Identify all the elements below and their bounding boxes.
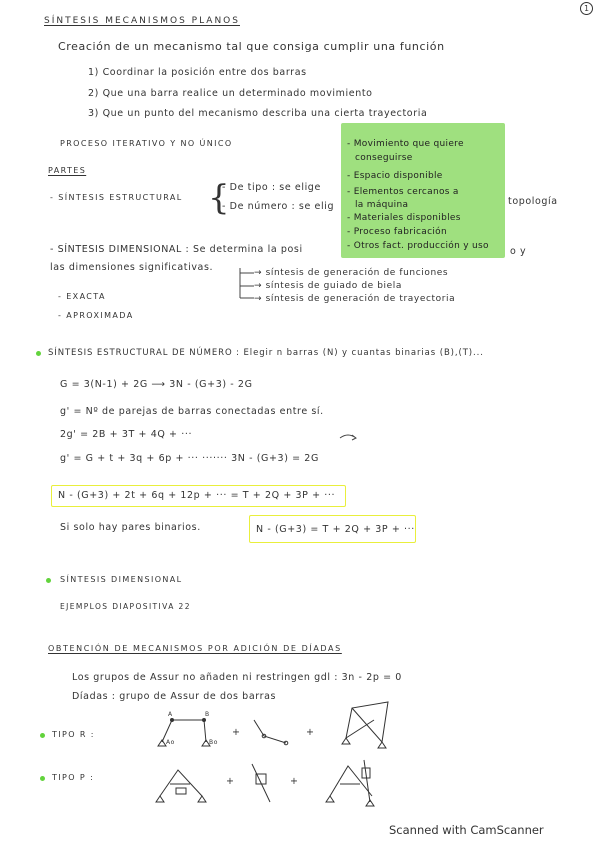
green-bullet bbox=[40, 776, 45, 781]
dim-label: - SÍNTESIS DIMENSIONAL : Se determina la posi bbox=[50, 244, 303, 255]
equals-sign: + bbox=[306, 727, 315, 738]
partes-heading: PARTES bbox=[48, 166, 87, 175]
assur-line-1: Los grupos de Assur no añaden ni restringen gdl : 3n - 2p = 0 bbox=[72, 672, 402, 683]
label-bo: Bo bbox=[209, 739, 218, 746]
sticky-line-6: - Materiales disponibles bbox=[347, 213, 461, 223]
sticky-line-7: - Proceso fabricación bbox=[347, 227, 447, 237]
tipo-p-result-sketch bbox=[320, 756, 386, 808]
assur-heading: OBTENCIÓN DE MECANISMOS POR ADICIÓN DE DÍADAS bbox=[48, 644, 342, 653]
curved-arrow bbox=[338, 430, 358, 442]
goal-2: 2) Que una barra realice un determinado movimiento bbox=[88, 88, 373, 99]
only-binary-text: Si solo hay pares binarios. bbox=[60, 522, 201, 533]
eq-4: g' = G + t + 3q + 6p + ··· ······· 3N - (G+3) = 2G bbox=[60, 453, 319, 464]
tipo-r-dyad-sketch bbox=[150, 712, 222, 752]
dim-heading: SÍNTESIS DIMENSIONAL bbox=[60, 575, 183, 584]
aproximada-text: - APROXIMADA bbox=[58, 311, 134, 320]
equals-sign-p: + bbox=[290, 776, 299, 787]
scan-footer: Scanned with CamScanner bbox=[389, 823, 544, 837]
num-heading: SÍNTESIS ESTRUCTURAL DE NÚMERO : Elegir n barras (N) y cuantas binarias (B),(T)... bbox=[48, 348, 484, 358]
page-title: SÍNTESIS MECANISMOS PLANOS bbox=[44, 16, 240, 26]
sticky-line-1: - Movimiento que quiere bbox=[347, 139, 464, 149]
plus-sign: + bbox=[232, 727, 241, 738]
tipo-p-label: TIPO P : bbox=[52, 773, 95, 782]
struct-label: - SÍNTESIS ESTRUCTURAL bbox=[50, 193, 183, 202]
dim-item-2: → síntesis de guiado de biela bbox=[254, 281, 403, 291]
eq-6: N - (G+3) = T + 2Q + 3P + ··· bbox=[256, 524, 415, 535]
tipo-p-dyad-sketch bbox=[152, 762, 214, 806]
dim-arrows-bracket bbox=[238, 268, 256, 302]
green-bullet bbox=[46, 578, 51, 583]
green-bullet bbox=[36, 351, 41, 356]
process-text: PROCESO ITERATIVO Y NO ÚNICO bbox=[60, 139, 233, 148]
ejemplos-text: EJEMPLOS DIAPOSITIVA 22 bbox=[60, 602, 191, 611]
dim-item-1: → síntesis de generación de funciones bbox=[254, 268, 449, 278]
eq-1: G = 3(N-1) + 2G ⟶ 3N - (G+3) - 2G bbox=[60, 379, 253, 390]
eq-3: 2g' = 2B + 3T + 4Q + ··· bbox=[60, 429, 193, 440]
dim-line-2: las dimensiones significativas. bbox=[50, 262, 214, 273]
sticky-line-5: la máquina bbox=[355, 200, 409, 210]
topologia-text: topología bbox=[508, 196, 558, 207]
struct-item-1: - De tipo : se elige bbox=[222, 182, 321, 193]
green-bullet bbox=[40, 733, 45, 738]
sticky-line-2: conseguirse bbox=[355, 153, 413, 163]
tipo-r-link-sketch bbox=[252, 718, 292, 746]
sticky-line-8: - Otros fact. producción y uso bbox=[347, 241, 489, 251]
intro-text: Creación de un mecanismo tal que consiga cumplir una función bbox=[58, 40, 445, 53]
dim-item-3: → síntesis de generación de trayectoria bbox=[254, 294, 456, 304]
label-ao: Ao bbox=[166, 739, 175, 746]
tipo-r-result-sketch bbox=[334, 700, 400, 750]
page-number: 1 bbox=[580, 2, 593, 15]
struct-item-2: - De número : se elig bbox=[222, 201, 335, 212]
plus-sign-p: + bbox=[226, 776, 235, 787]
eq-2: g' = Nº de parejas de barras conectadas entre sí. bbox=[60, 406, 324, 417]
tipo-p-slider-sketch bbox=[246, 760, 280, 806]
sticky-note bbox=[341, 123, 505, 258]
assur-line-2: Díadas : grupo de Assur de dos barras bbox=[72, 691, 277, 702]
sticky-line-3: - Espacio disponible bbox=[347, 171, 443, 181]
exacta-text: - EXACTA bbox=[58, 292, 106, 301]
eq-5: N - (G+3) + 2t + 6q + 12p + ··· = T + 2Q + 3P + ··· bbox=[58, 490, 336, 501]
label-b: B bbox=[205, 711, 210, 718]
goal-1: 1) Coordinar la posición entre dos barras bbox=[88, 67, 307, 78]
sticky-line-4: - Elementos cercanos a bbox=[347, 187, 459, 197]
dim-trail: o y bbox=[510, 246, 527, 257]
goal-3: 3) Que un punto del mecanismo describa una cierta trayectoria bbox=[88, 108, 428, 119]
brace: { bbox=[208, 178, 230, 218]
tipo-r-label: TIPO R : bbox=[52, 730, 95, 739]
label-a: A bbox=[168, 711, 173, 718]
